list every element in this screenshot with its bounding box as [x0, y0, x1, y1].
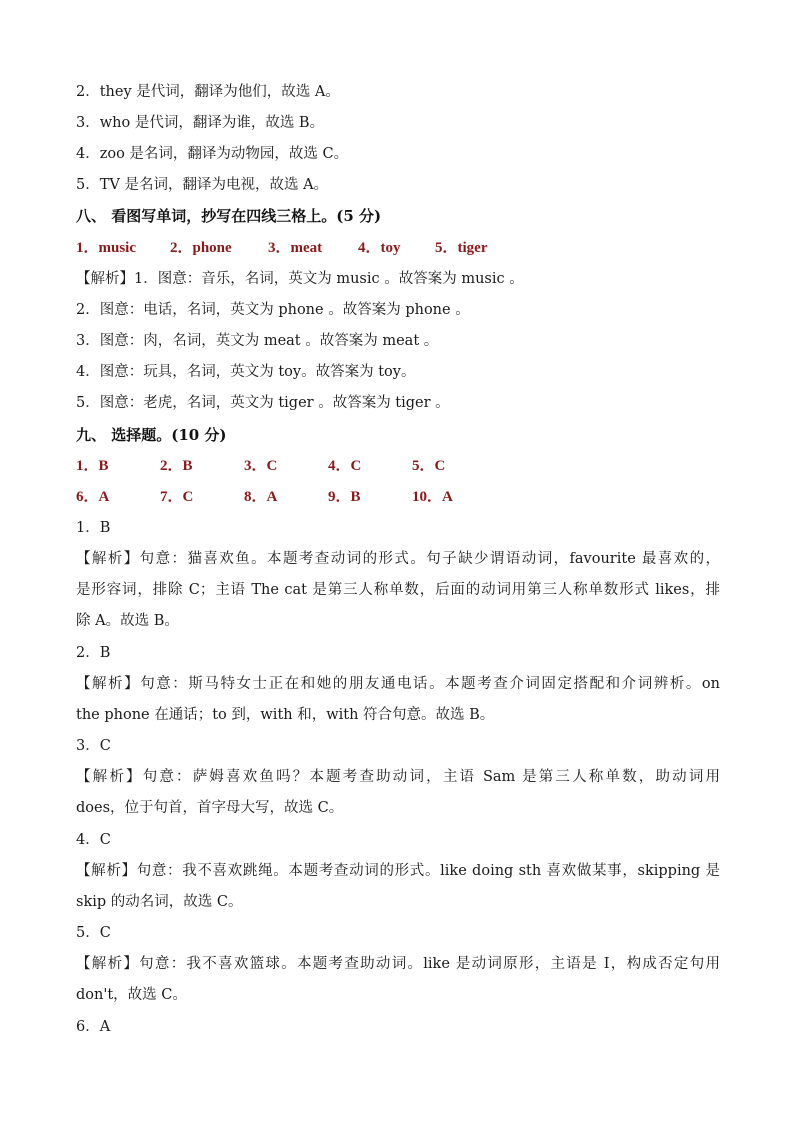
- answer-key: 8．A: [244, 489, 278, 505]
- explanation-line: 【解析】句意：萨姆喜欢鱼吗？本题考查助动词，主语 Sam 是第三人称单数，助动词用: [76, 769, 720, 785]
- explanation-line: skip 的动名词，故选 C。: [76, 894, 243, 910]
- answer-line: 2．they 是代词，翻译为他们，故选 A。: [76, 84, 340, 100]
- item-number: 6．A: [76, 1019, 111, 1035]
- explanation-line: 4．图意：玩具，名词，英文为 toy。故答案为 toy。: [76, 364, 416, 380]
- answer-key: 2．phone: [170, 240, 232, 256]
- answer-line: 4．zoo 是名词，翻译为动物园，故选 C。: [76, 146, 349, 162]
- section-8-heading: 八、 看图写单词，抄写在四线三格上。(5 分): [76, 207, 382, 225]
- answer-key: 9．B: [328, 489, 361, 505]
- answer-key: 5．C: [412, 458, 446, 474]
- answer-key: 3．meat: [268, 240, 323, 256]
- explanation-line: 【解析】1．图意：音乐，名词，英文为 music 。故答案为 music 。: [76, 271, 524, 287]
- explanation-line: 2．图意：电话，名词，英文为 phone 。故答案为 phone 。: [76, 302, 470, 318]
- item-number: 5．C: [76, 925, 111, 941]
- answer-key: 6．A: [76, 489, 110, 505]
- explanation-line: 3．图意：肉，名词，英文为 meat 。故答案为 meat 。: [76, 333, 439, 349]
- answer-key: 4．C: [328, 458, 362, 474]
- explanation-line: 【解析】句意：我不喜欢篮球。本题考查助动词。like 是动词原形，主语是 I，构成否定句用: [76, 956, 720, 972]
- answer-line: 5．TV 是名词，翻译为电视，故选 A。: [76, 177, 329, 193]
- answer-line: 3．who 是代词，翻译为谁，故选 B。: [76, 115, 325, 131]
- explanation-line: 5．图意：老虎，名词，英文为 tiger 。故答案为 tiger 。: [76, 395, 450, 411]
- answer-key: 2．B: [160, 458, 193, 474]
- explanation-line: the phone 在通话；to 到，with 和，with 符合句意。故选 B。: [76, 707, 495, 723]
- explanation-line: don't，故选 C。: [76, 987, 187, 1003]
- explanation-line: does，位于句首，首字母大写，故选 C。: [76, 800, 344, 816]
- explanation-line: 除 A。故选 B。: [76, 613, 179, 629]
- item-number: 3．C: [76, 738, 111, 754]
- answer-key: 3．C: [244, 458, 278, 474]
- answer-key: 7．C: [160, 489, 194, 505]
- item-number: 4．C: [76, 832, 111, 848]
- explanation-line: 【解析】句意：斯马特女士正在和她的朋友通电话。本题考查介词固定搭配和介词辨析。on: [76, 676, 720, 692]
- explanation-line: 是形容词，排除 C；主语 The cat 是第三人称单数，后面的动词用第三人称单数形式 likes，排: [76, 582, 720, 598]
- explanation-line: 【解析】句意：猫喜欢鱼。本题考查动词的形式。句子缺少谓语动词，favourite 最喜欢的，: [76, 551, 720, 567]
- answer-key: 1．music: [76, 240, 137, 256]
- explanation-line: 【解析】句意：我不喜欢跳绳。本题考查动词的形式。like doing sth 喜欢做某事，skipping 是: [76, 863, 720, 879]
- item-number: 1．B: [76, 520, 111, 536]
- item-number: 2．B: [76, 645, 111, 661]
- section-9-heading: 九、 选择题。(10 分): [76, 426, 227, 444]
- answer-key: 4．toy: [358, 240, 401, 256]
- answer-key: 5．tiger: [435, 240, 488, 256]
- answer-key: 1．B: [76, 458, 109, 474]
- answer-key: 10．A: [412, 489, 453, 505]
